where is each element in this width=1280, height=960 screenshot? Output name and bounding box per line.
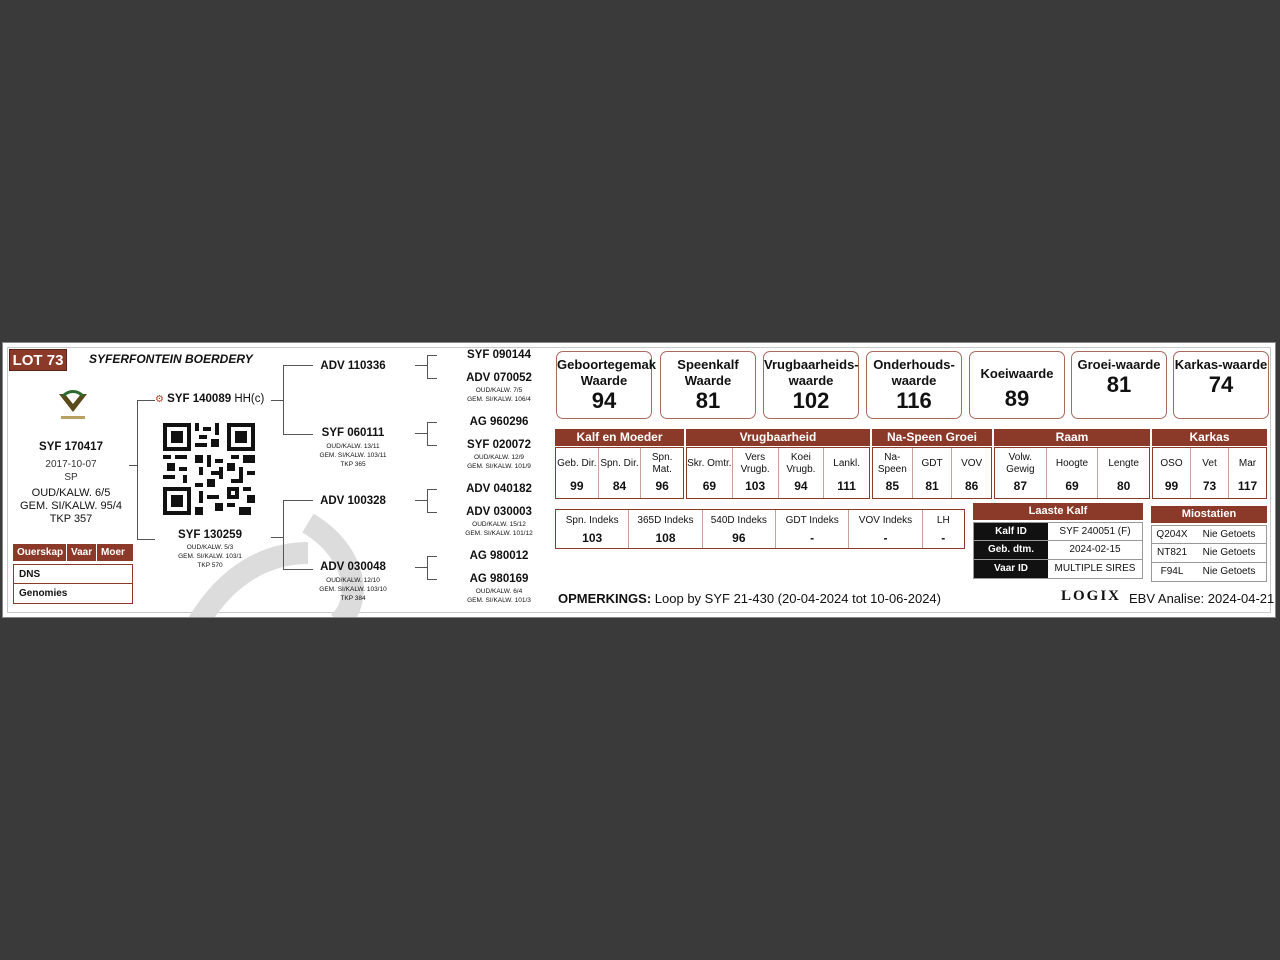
gen3-5: ADV 040182 <box>466 483 532 495</box>
ebv-analysis-date: EBV Analise: 2024-04-21 <box>1129 591 1275 606</box>
cells-karkas <box>1152 447 1267 499</box>
last-calf-key: Vaar ID <box>974 560 1048 578</box>
remarks-text: Loop by SYF 21-430 (20-04-2024 tot 10-06-2024) <box>654 591 941 606</box>
ebv-label: Skr. Omtr. <box>687 457 732 469</box>
gen2-sire-sire: ADV 110336 <box>320 360 386 372</box>
ebv-cell <box>687 448 733 498</box>
gen3-6: ADV 030003 <box>466 506 532 518</box>
miostatien-table <box>1151 506 1267 582</box>
index-label: 540D Indeks <box>710 514 767 526</box>
group-vrugbaarheid: Vrugbaarheid <box>686 429 870 446</box>
ownership-row-genomies: Genomies <box>13 584 133 604</box>
animal-dob: 2017-10-07 <box>45 459 97 470</box>
index-label: Spn. Indeks <box>565 514 619 526</box>
value-number: 116 <box>896 388 932 413</box>
value-speenkalf <box>660 351 756 419</box>
ebv-label: Spn. Dir. <box>600 457 639 469</box>
animal-type: SP <box>64 472 78 483</box>
ebv-cell <box>1047 448 1099 498</box>
value-karkas <box>1173 351 1269 419</box>
ebv-value: 69 <box>1065 479 1079 493</box>
index-label: LH <box>936 514 950 526</box>
value-onderhoud <box>866 351 962 419</box>
gen2-sire-dam-tkp: TKP 365 <box>340 461 366 468</box>
dam-id: SYF 130259 <box>178 529 242 541</box>
last-calf-row <box>973 541 1143 560</box>
lot-card <box>2 342 1276 618</box>
ebv-value: 81 <box>925 479 939 493</box>
value-title: Geboortegemak Waarde <box>557 357 656 388</box>
index-label: 365D Indeks <box>637 514 694 526</box>
last-calf-row <box>973 560 1143 579</box>
ebv-cell <box>779 448 825 498</box>
ebv-label: Spn. Mat. <box>651 451 673 475</box>
gen3-6-oud: OUD/KALW. 15/12 <box>472 521 526 528</box>
gen3-2-gem: GEM. SI/KALW. 106/4 <box>467 396 531 403</box>
last-calf-value: SYF 240051 (F) <box>1059 526 1131 537</box>
ebv-value: 86 <box>965 479 979 493</box>
cells-vrugbaarheid <box>686 447 870 499</box>
ebv-label: Lengte <box>1108 457 1139 469</box>
index-value: - <box>810 531 815 545</box>
index-cell <box>629 510 702 548</box>
qr-code-icon <box>163 423 255 515</box>
index-value: - <box>941 531 946 545</box>
index-value: 96 <box>732 531 746 545</box>
value-koei <box>969 351 1065 419</box>
gen3-7: AG 980012 <box>469 550 529 562</box>
miostatien-key: NT821 <box>1156 547 1187 558</box>
miostatien-value: Nie Getoets <box>1202 566 1256 577</box>
ebv-value: 84 <box>612 479 627 493</box>
group-kalf-moeder: Kalf en Moeder <box>555 429 684 446</box>
sire-mark-icon: ⚙ <box>155 394 164 405</box>
last-calf-key: Geb. dtm. <box>974 541 1048 559</box>
sire-suffix: HH(c) <box>234 393 265 405</box>
gen2-dam-dam-tkp: TKP 384 <box>340 595 366 602</box>
ebv-value: 99 <box>570 479 584 493</box>
ebv-cell <box>733 448 779 498</box>
value-groei <box>1071 351 1167 419</box>
cells-na-speen-groei <box>872 447 992 499</box>
ebv-value: 117 <box>1237 479 1258 493</box>
ebv-value: 69 <box>702 479 717 493</box>
ebv-label: Vet <box>1202 457 1217 469</box>
index-value: - <box>883 531 888 545</box>
ebv-label: Volw. Gewig <box>1006 451 1035 475</box>
value-number: 74 <box>1208 372 1234 397</box>
value-title: Speenkalf Waarde <box>677 357 739 388</box>
ebv-cell <box>599 448 642 498</box>
ebv-value: 99 <box>1164 479 1179 493</box>
farm-name: SYFERFONTEIN BOERDERY <box>89 352 253 366</box>
cells-raam <box>994 447 1150 499</box>
group-na-speen-groei: Na-Speen Groei <box>872 429 992 446</box>
index-cell <box>776 510 849 548</box>
value-title: Onderhouds-waarde <box>873 357 955 388</box>
last-calf-value: 2024-02-15 <box>1069 544 1121 555</box>
gen3-4-oud: OUD/KALW. 12/9 <box>473 454 525 461</box>
miostatien-value: Nie Getoets <box>1202 529 1256 540</box>
animal-oud-kalw: OUD/KALW. 6/5 <box>31 487 111 499</box>
value-title: Vrugbaarheids-waarde <box>764 357 859 388</box>
gen2-sire-dam: SYF 060111 <box>321 427 385 439</box>
ebv-value: 85 <box>885 479 900 493</box>
gen2-sire-dam-oud: OUD/KALW. 13/11 <box>326 443 380 450</box>
ebv-cell <box>1229 448 1266 498</box>
ebv-label: Mar <box>1238 457 1257 469</box>
value-number: 94 <box>591 388 617 413</box>
gen3-4-gem: GEM. SI/KALW. 101/9 <box>467 463 531 470</box>
ebv-cell <box>995 448 1047 498</box>
miostatien-row <box>1151 544 1267 563</box>
miostatien-value: Nie Getoets <box>1202 547 1256 558</box>
ebv-cell <box>1153 448 1191 498</box>
ebv-cell <box>873 448 913 498</box>
ebv-label: Na-Speen <box>877 451 907 475</box>
lot-number: LOT 73 <box>9 349 67 371</box>
ebv-cell <box>1098 448 1149 498</box>
animal-id: SYF 170417 <box>39 441 103 453</box>
gen2-sire-dam-gem: GEM. SI/KALW. 103/11 <box>319 452 387 459</box>
ebv-cell <box>952 448 991 498</box>
miostatien-title: Miostatien <box>1151 506 1267 523</box>
ownership-header <box>13 544 133 561</box>
last-calf-key: Kalf ID <box>974 523 1048 540</box>
animal-tkp: TKP 357 <box>49 513 93 525</box>
ownership-table <box>13 544 133 604</box>
farm-logo-icon <box>55 388 91 422</box>
dam-gem: GEM. SI/KALW. 103/1 <box>178 553 242 560</box>
miostatien-key: F94L <box>1160 566 1184 577</box>
value-vrugbaarheid <box>763 351 859 419</box>
index-cell <box>849 510 922 548</box>
index-cell <box>556 510 629 548</box>
ebv-label: Lankl. <box>833 457 860 469</box>
gen3-1: SYF 090144 <box>467 349 531 361</box>
ebv-label: Koei Vrugb. <box>786 451 816 475</box>
gen2-dam-sire: ADV 100328 <box>320 495 386 507</box>
value-number: 81 <box>695 388 721 413</box>
value-geboortegemak <box>556 351 656 419</box>
group-karkas: Karkas <box>1152 429 1267 446</box>
remarks-label: OPMERKINGS: <box>558 591 652 606</box>
ebv-value: 96 <box>655 479 669 493</box>
gen3-2-oud: OUD/KALW. 7/5 <box>475 387 523 394</box>
index-cell <box>703 510 776 548</box>
sire-id: SYF 140089 <box>167 393 232 405</box>
ebv-label: VOV <box>961 457 983 469</box>
last-calf-value: MULTIPLE SIRES <box>1054 563 1136 574</box>
ebv-label: GDT <box>921 457 943 469</box>
gen3-8-gem: GEM. SI/KALW. 101/3 <box>467 597 531 604</box>
index-cell <box>923 510 964 548</box>
ebv-value: 111 <box>837 479 856 493</box>
gen3-4: SYF 020072 <box>467 439 531 451</box>
ebv-label: Vers Vrugb. <box>740 451 770 475</box>
index-label: VOV Indeks <box>858 514 913 526</box>
ownership-col-moer: Moer <box>101 547 125 558</box>
ebv-cell <box>641 448 683 498</box>
gen2-dam-dam: ADV 030048 <box>320 561 386 573</box>
ownership-col-vaar: Vaar <box>67 544 97 561</box>
value-number: 89 <box>1004 386 1030 411</box>
miostatien-key: Q204X <box>1156 529 1188 540</box>
gen3-3: AG 960296 <box>469 416 529 428</box>
ebv-label: Hoogte <box>1055 457 1089 469</box>
miostatien-row <box>1151 563 1267 582</box>
group-raam: Raam <box>994 429 1150 446</box>
value-title: Koeiwaarde <box>980 366 1054 381</box>
gen3-6-gem: GEM. SI/KALW. 101/12 <box>465 530 533 537</box>
last-calf-table <box>973 503 1143 579</box>
index-value: 103 <box>582 531 603 545</box>
gen2-dam-dam-oud: OUD/KALW. 12/10 <box>326 577 380 584</box>
miostatien-row <box>1151 525 1267 544</box>
dam-oud: OUD/KALW. 5/3 <box>186 544 234 551</box>
ebv-value: 94 <box>794 479 808 493</box>
ebv-cell <box>824 448 869 498</box>
value-number: 102 <box>792 388 830 413</box>
ebv-value: 87 <box>1013 479 1028 493</box>
logix-logo: LOGIX <box>1061 588 1122 604</box>
ownership-row-dns: DNS <box>13 564 133 584</box>
ebv-cell <box>913 448 953 498</box>
last-calf-row <box>973 522 1143 541</box>
index-label: GDT Indeks <box>785 514 839 526</box>
gen2-dam-dam-gem: GEM. SI/KALW. 103/10 <box>319 586 387 593</box>
ebv-value: 80 <box>1117 479 1131 493</box>
value-title: Groei-waarde <box>1077 357 1161 372</box>
dam-tkp: TKP 570 <box>197 562 223 569</box>
sire <box>155 393 264 405</box>
ebv-value: 103 <box>745 479 766 493</box>
gen3-8-oud: OUD/KALW. 6/4 <box>475 588 523 595</box>
value-title: Karkas-waarde <box>1174 357 1268 372</box>
gen3-2: ADV 070052 <box>466 372 532 384</box>
ebv-cell <box>1191 448 1229 498</box>
cells-kalf-moeder <box>555 447 684 499</box>
ebv-label: Geb. Dir. <box>557 457 597 469</box>
ownership-col-ouerskap: Ouerskap <box>13 544 67 561</box>
index-table <box>555 509 965 549</box>
animal-gem: GEM. SI/KALW. 95/4 <box>20 500 122 512</box>
remarks <box>558 591 941 606</box>
ebv-value: 73 <box>1202 479 1217 493</box>
index-value: 108 <box>655 531 676 545</box>
gen3-8: AG 980169 <box>469 573 529 585</box>
last-calf-title: Laaste Kalf <box>973 503 1143 520</box>
ebv-cell <box>556 448 599 498</box>
value-number: 81 <box>1106 372 1132 397</box>
ebv-label: OSO <box>1160 457 1183 469</box>
